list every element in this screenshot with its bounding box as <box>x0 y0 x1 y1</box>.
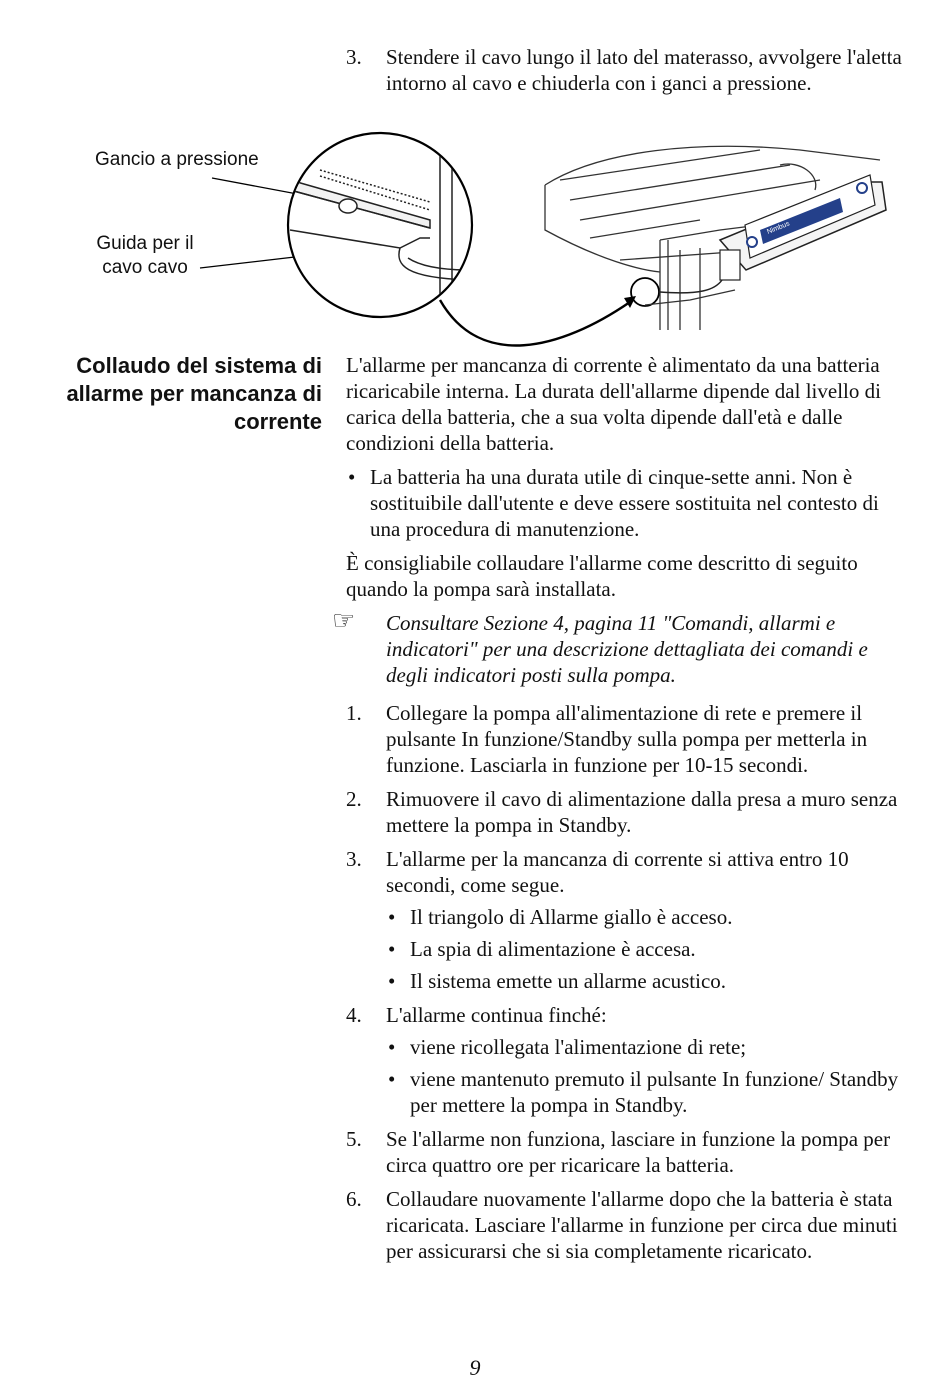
step-3-sub-3 <box>386 968 906 994</box>
step-text: L'allarme continua finché: <box>386 1003 607 1027</box>
callout-snap-hook: Gancio a pressione <box>95 149 259 170</box>
step-1 <box>346 700 906 778</box>
sub-text: viene ricollegata l'alimentazione di rete; <box>410 1035 747 1059</box>
pump-brand-label: Nimbus <box>766 220 791 236</box>
pointing-hand-icon: ☞ <box>332 606 356 635</box>
battery-bullet <box>346 464 906 542</box>
step-number: 4. <box>346 1003 362 1027</box>
step-text: Rimuovere il cavo di alimentazione dalla presa a muro senza mettere la pompa in Standby. <box>386 787 898 837</box>
bullet-dot: • <box>388 1035 396 1059</box>
bullet-dot: • <box>388 1067 396 1091</box>
step-4-sub-1 <box>386 1034 906 1060</box>
section-heading: Collaudo del sistema di allarme per mancanza di corrente <box>66 353 322 434</box>
sub-text: viene mantenuto premuto il pulsante In funzione/ Standby per mettere la pompa in Standby. <box>410 1067 899 1117</box>
section-body <box>332 352 906 1272</box>
top-step-text: Stendere il cavo lungo il lato del materasso, avvolgere l'aletta intorno al cavo e chiuderla con i ganci a pressione. <box>386 45 902 95</box>
step-3-sub-2 <box>386 936 906 962</box>
bullet-dot: • <box>388 937 396 961</box>
step-text: L'allarme per la mancanza di corrente si attiva entro 10 secondi, come segue. <box>386 847 849 897</box>
step-number: 3. <box>346 847 362 871</box>
step-text: Se l'allarme non funziona, lasciare in funzione la pompa per circa quattro ore per ricaricare la batteria. <box>386 1127 891 1177</box>
step-2 <box>346 786 906 838</box>
bullet-dot: • <box>388 905 396 929</box>
step-3-sub-1 <box>386 904 906 930</box>
note-text: Consultare Sezione 4, pagina 11 "Comandi, allarmi e indicatori" per una descrizione dettagliata dei comandi e degli indicatori posti sulla pompa. <box>386 611 868 687</box>
page-number: 9 <box>469 1355 481 1380</box>
sub-text: Il sistema emette un allarme acustico. <box>410 969 727 993</box>
step-4-sub-2 <box>386 1066 906 1118</box>
bullet-text: La batteria ha una durata utile di cinque-sette anni. Non è sostituibile dall'utente e deve essere sostituita nel contesto di una procedura di manutenzione. <box>370 465 879 541</box>
step-number: 5. <box>346 1127 362 1151</box>
reference-note <box>332 606 906 688</box>
intro-paragraph: L'allarme per mancanza di corrente è alimentato da una batteria ricaricabile interna. La durata dell'allarme dipende dal livello di carica della batteria, che a sua volta dipende dall'età e dalle condizioni della batteria. <box>346 353 881 455</box>
sub-text: Il triangolo di Allarme giallo è acceso. <box>410 905 733 929</box>
advice-paragraph: È consigliabile collaudare l'allarme come descritto di seguito quando la pompa sarà installata. <box>346 551 858 601</box>
sub-text: La spia di alimentazione è accesa. <box>410 937 696 961</box>
step-6 <box>346 1186 906 1264</box>
bullet-dot: • <box>348 465 356 489</box>
callout-cable-guide: Guida per il cavo cavo <box>96 233 194 278</box>
step-text: Collaudare nuovamente l'allarme dopo che la batteria è stata ricaricata. Lasciare l'allarme in funzione per circa due minuti per assicurarsi che si sia completamente ricaricato. <box>386 1187 898 1263</box>
step-text: Collegare la pompa all'alimentazione di rete e premere il pulsante In funzione/Standby sulla pompa per metterla in funzione. Lasciarla in funzione per 10-15 secondi. <box>386 701 868 777</box>
step-number: 6. <box>346 1187 362 1211</box>
bullet-dot: • <box>388 969 396 993</box>
top-step <box>346 44 906 96</box>
step-number: 2. <box>346 787 362 811</box>
step-number: 1. <box>346 701 362 725</box>
top-step-number: 3. <box>346 45 362 69</box>
step-3 <box>346 846 906 994</box>
step-5 <box>346 1126 906 1178</box>
step-4 <box>346 1002 906 1118</box>
